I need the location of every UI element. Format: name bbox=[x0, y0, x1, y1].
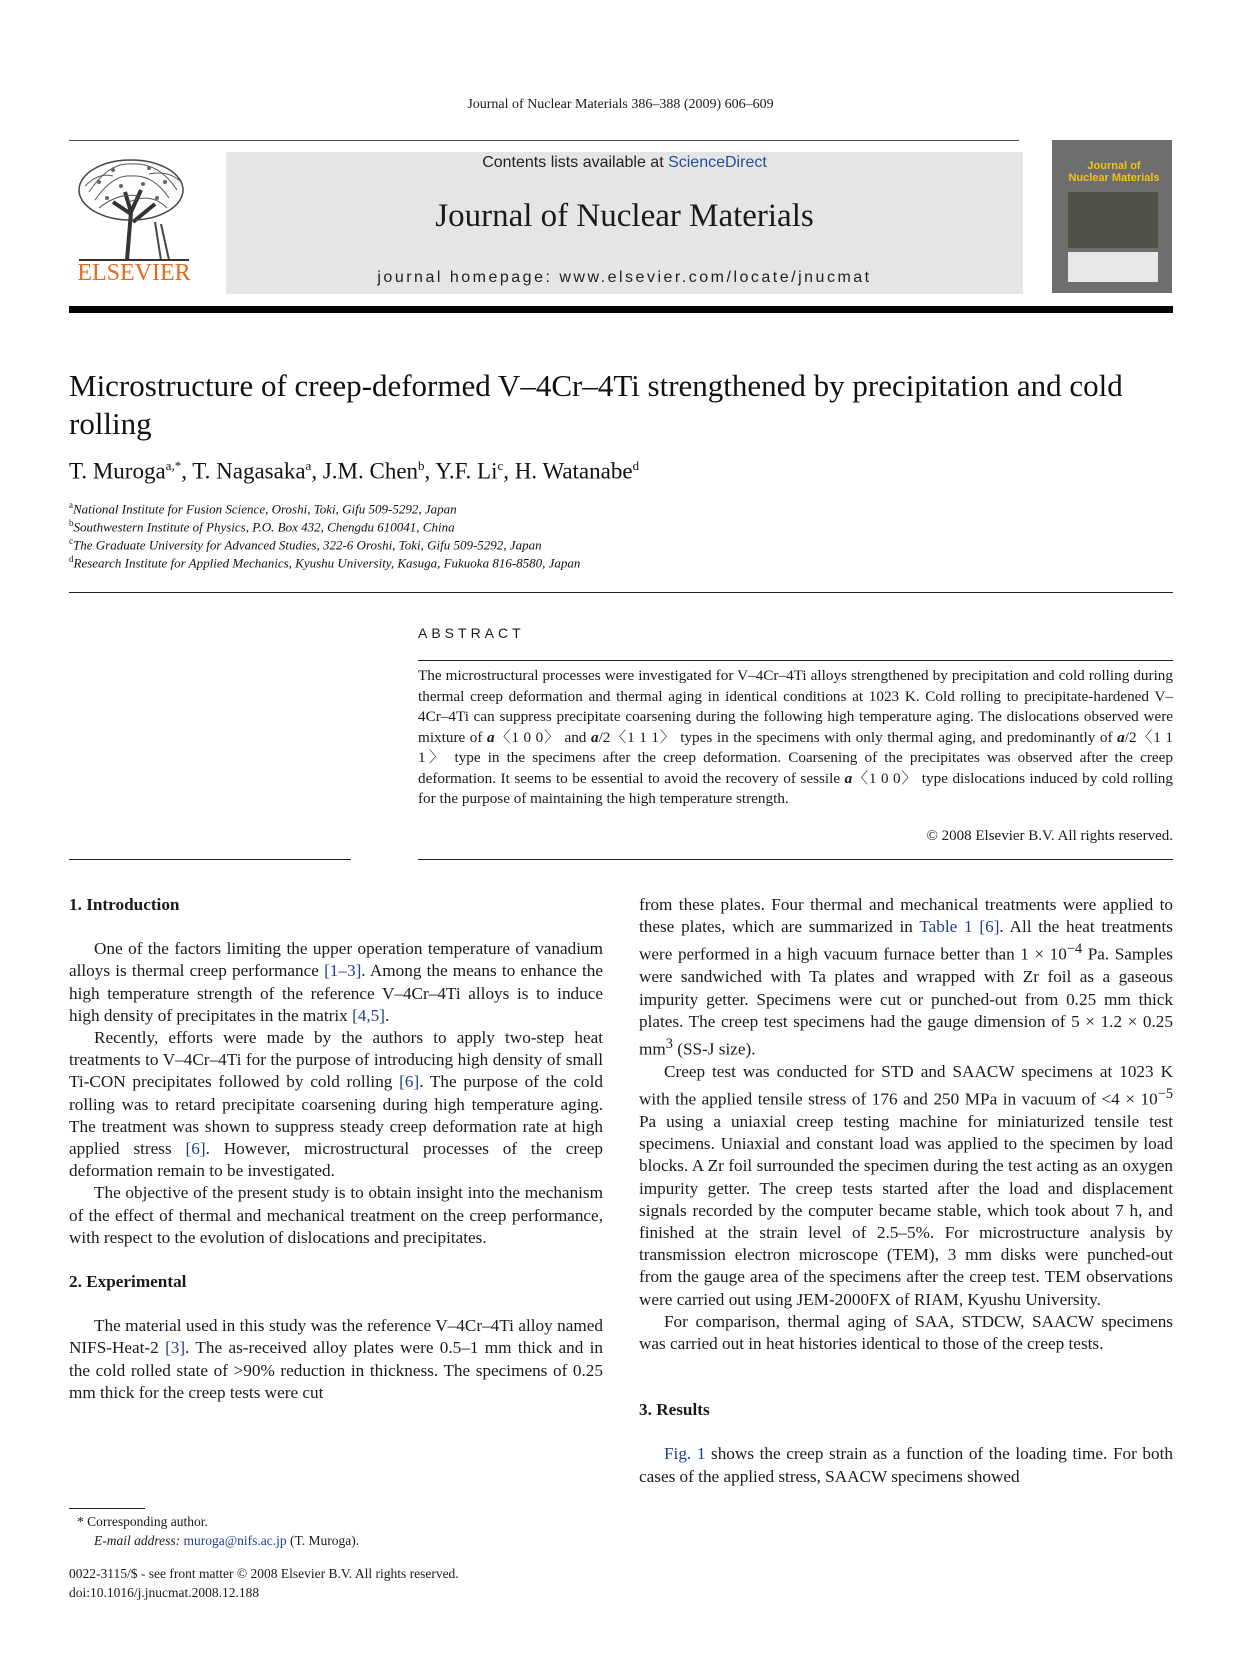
journal-citation: Journal of Nuclear Materials 386–388 (2009) 606–609 bbox=[467, 97, 774, 112]
author-name[interactable]: T. Muroga bbox=[69, 458, 166, 484]
affiliation-text: Research Institute for Applied Mechanics, Kyushu University, Kasuga, Fukuoka 816-8580, Japan bbox=[73, 555, 581, 571]
section-heading-introduction: 1. Introduction bbox=[69, 895, 180, 914]
reference-link[interactable]: [3] bbox=[165, 1338, 186, 1358]
author-name[interactable]: Y.F. Li bbox=[435, 458, 498, 484]
right-column bbox=[639, 894, 1173, 1488]
affiliation-divider bbox=[69, 592, 1173, 593]
text-segment: . bbox=[385, 1005, 390, 1025]
section-heading-experimental: 2. Experimental bbox=[69, 1272, 187, 1292]
reference-link[interactable]: [1–3] bbox=[324, 961, 362, 981]
affiliation bbox=[69, 518, 1169, 535]
reference-link[interactable]: [6] bbox=[399, 1072, 420, 1092]
header-rule bbox=[69, 140, 1019, 141]
affiliation-sup: a bbox=[69, 500, 73, 510]
elsevier-tree-icon bbox=[69, 152, 199, 264]
text-segment: from these plates. Four thermal and mechanical treatments were applied to these plates, which are summarized in bbox=[639, 895, 1173, 937]
affiliation-text: National Institute for Fusion Science, Oroshi, Toki, Gifu 509-5292, Japan bbox=[73, 501, 457, 517]
affiliation bbox=[69, 554, 1169, 571]
author-name[interactable]: H. Watanabe bbox=[514, 458, 633, 484]
text-segment: Recently, efforts were made by the authors to apply two-step heat treatments to V–4Cr–4Ti for the purpose of introducing high density of small Ti-CON precipitates followed by cold rolling bbox=[69, 1028, 603, 1092]
affiliation-text: The Graduate University for Advanced Studies, 322-6 Oroshi, Toki, Gifu 509-5292, Japan bbox=[73, 537, 542, 553]
email-suffix: (T. Muroga). bbox=[286, 1533, 360, 1548]
journal-cover-thumbnail[interactable] bbox=[1052, 140, 1172, 293]
affiliation bbox=[69, 500, 1169, 517]
abstract-top-rule bbox=[418, 660, 1173, 661]
paragraph bbox=[639, 894, 1173, 1061]
paragraph bbox=[639, 1061, 1173, 1311]
text-segment: . Among the means to enhance the high temperature strength of the reference V–4Cr–4Ti alloys is to induce high density of precipitates in the matrix bbox=[69, 961, 603, 1025]
exponent: −5 bbox=[1157, 1086, 1173, 1103]
abstract-copyright: © 2008 Elsevier B.V. All rights reserved. bbox=[926, 828, 1173, 844]
footnote bbox=[69, 1512, 603, 1550]
abstract-vector: a bbox=[844, 769, 853, 787]
figure-link[interactable]: Fig. 1 bbox=[664, 1444, 706, 1464]
email-line bbox=[69, 1531, 603, 1550]
text-segment: . However, microstructural processes of the creep deformation remain to be investigated. bbox=[69, 1139, 603, 1181]
paragraph: The objective of the present study is to obtain insight into the mechanism of the effect of thermal and mechanical treatment on the creep performance, with respect to the evolution of dislocations and precipitates. bbox=[69, 1183, 603, 1247]
section-heading-results: 3. Results bbox=[639, 1400, 710, 1420]
author-sup: b bbox=[418, 458, 425, 473]
abstract-vector: a bbox=[590, 728, 599, 746]
abstract-segment: /2〈1 1 1〉 type in the specimens after the creep deformation. Coarsening of the precipitates was observed after the creep deformation. It seems to be essential to avoid the recovery of sessile bbox=[418, 728, 1173, 787]
affiliation-sup: b bbox=[69, 518, 74, 528]
affiliation bbox=[69, 536, 1169, 553]
contents-prefix: Contents lists available at bbox=[482, 154, 669, 171]
reference-link[interactable]: [4,5] bbox=[352, 1005, 385, 1025]
abstract-vector: a bbox=[1117, 728, 1125, 746]
email-link[interactable]: muroga@nifs.ac.jp bbox=[183, 1533, 287, 1548]
text-segment: shows the creep strain as a function of the loading time. For both cases of the applied stress, SAACW specimens showed bbox=[639, 1444, 1173, 1486]
contents-line bbox=[226, 154, 1023, 172]
publisher-name: ELSEVIER bbox=[77, 260, 191, 286]
affiliation-text: Southwestern Institute of Physics, P.O. Box 432, Chengdu 610041, China bbox=[73, 519, 455, 535]
corresponding-author-note: * Corresponding author. bbox=[77, 1514, 208, 1529]
article-title: Microstructure of creep-deformed V–4Cr–4Ti strengthened by precipitation and cold rolling bbox=[69, 368, 1123, 441]
text-segment: Creep test was conducted for STD and SAACW specimens at 1023 K with the applied tensile stress of 176 and 250 MPa in vacuum of <4 × 10 bbox=[639, 1061, 1173, 1109]
cover-image bbox=[1068, 192, 1158, 248]
paragraph bbox=[69, 938, 603, 1027]
text-segment: . The purpose of the cold rolling was to retard precipitate coarsening during high temperature aging. The treatment was shown to suppress steady creep deformation rate at high applied stress bbox=[69, 1072, 603, 1159]
exponent: −4 bbox=[1066, 941, 1083, 958]
left-column bbox=[69, 894, 603, 1404]
doi-line[interactable]: doi:10.1016/j.jnucmat.2008.12.188 bbox=[69, 1585, 260, 1600]
footnote-rule bbox=[69, 1508, 145, 1509]
cover-footer-block bbox=[1068, 252, 1158, 282]
abstract-text bbox=[418, 666, 1173, 810]
author-name[interactable]: T. Nagasaka bbox=[192, 458, 306, 484]
paragraph bbox=[69, 1315, 603, 1404]
journal-banner bbox=[226, 152, 1023, 294]
abstract-vector: a bbox=[487, 728, 495, 746]
header-divider bbox=[69, 306, 1173, 313]
affiliation-sup: c bbox=[69, 536, 73, 546]
abstract-segment: The microstructural processes were investigated for V–4Cr–4Ti alloys strengthened by precipitation and cold rolling during thermal creep deformation and thermal aging in identical conditions at 1023 K. Cold rolling to precipitate-hardened V–4Cr–4Ti can suppress precipitate coarsening during the following high temperature aging. The dislocations observed were mixture of bbox=[418, 667, 1173, 746]
elsevier-logo[interactable] bbox=[69, 152, 199, 292]
author-sup: c bbox=[497, 458, 504, 473]
paragraph: For comparison, thermal aging of SAA, STDCW, SAACW specimens was carried out in heat histories identical to those of the creep tests. bbox=[639, 1311, 1173, 1354]
author-sup: a bbox=[305, 458, 312, 473]
abstract-segment: 〈1 0 0〉 and bbox=[494, 728, 591, 746]
text-segment: The material used in this study was the reference V–4Cr–4Ti alloy named NIFS-Heat-2 bbox=[69, 1316, 603, 1358]
abstract-bottom-rule bbox=[418, 859, 1173, 860]
author-list: T. Muroga$^{a,*}$, T. Nagasaka$^a$, J.M. Chen$^b$, Y.F. Li$^c$, H. Watanabe$^d$ bbox=[69, 458, 640, 484]
abstract-heading: ABSTRACT bbox=[418, 625, 525, 641]
cover-title: Journal of Nuclear Materials bbox=[1068, 160, 1160, 184]
author-name[interactable]: J.M. Chen bbox=[322, 458, 419, 484]
reference-link[interactable]: [6] bbox=[185, 1139, 206, 1159]
journal-title: Journal of Nuclear Materials bbox=[435, 198, 814, 234]
exponent: 3 bbox=[665, 1035, 673, 1052]
sciencedirect-link[interactable]: ScienceDirect bbox=[668, 154, 767, 171]
paragraph bbox=[69, 1027, 603, 1182]
abstract-segment: 〈1 0 0〉 type dislocations induced by cold rolling for the purpose of maintaining the high temperature strength. bbox=[418, 769, 1173, 807]
front-matter-note bbox=[69, 1564, 669, 1602]
left-separator bbox=[69, 859, 351, 860]
journal-homepage[interactable]: journal homepage: www.elsevier.com/locate/jnucmat bbox=[377, 269, 872, 286]
issn-line: 0022-3115/$ - see front matter © 2008 Elsevier B.V. All rights reserved. bbox=[69, 1566, 459, 1581]
text-segment: Pa using a uniaxial creep testing machine for miniaturized tensile test specimens. Uniaxial and constant load was applied to the specimen by load blocks. A Zr foil surrounded the specimen during the test acting as an oxygen impurity getter. The creep tests started after the load and displacement signals recorded by the computer became stable, which took about 7 h, and finished at the strain level of 2.5–5%. For microstructure analysis by transmission electron microscope (TEM), 3 mm disks were punched-out from the gauge area of the specimens after the creep test. TEM observations were carried out using JEM-2000FX of RIAM, Kyushu University. bbox=[639, 1112, 1173, 1309]
text-segment: Pa. Samples were sandwiched with Ta plates and wrapped with Zr foil as a gaseous impurity getter. Specimens were cut or punched-out from 0.25 mm thick plates. The creep test specimens had the gauge dimension of 5 × 1.2 × 0.25 mm bbox=[639, 945, 1173, 1059]
table-link[interactable]: Table 1 bbox=[919, 917, 973, 937]
affiliation-sup: d bbox=[69, 554, 74, 564]
text-segment: One of the factors limiting the upper operation temperature of vanadium alloys is thermal creep performance bbox=[69, 939, 603, 981]
paragraph bbox=[639, 1443, 1173, 1487]
author-sup: a,* bbox=[165, 458, 182, 473]
text-segment: . The as-received alloy plates were 0.5–1 mm thick and in the cold rolled state of >90% reduction in thickness. The specimens of 0.25 mm thick for the creep tests were cut bbox=[69, 1338, 603, 1402]
reference-link[interactable]: [6] bbox=[979, 917, 1000, 937]
text-segment: . All the heat treatments were performed in a high vacuum furnace better than 1 × 10 bbox=[639, 917, 1173, 965]
email-label: E-mail address: bbox=[94, 1533, 184, 1548]
text-segment: (SS-J size). bbox=[672, 1039, 756, 1059]
author-sup: d bbox=[632, 458, 640, 473]
abstract-segment: /2〈1 1 1〉 types in the specimens with only thermal aging, and predominantly of bbox=[598, 728, 1118, 746]
